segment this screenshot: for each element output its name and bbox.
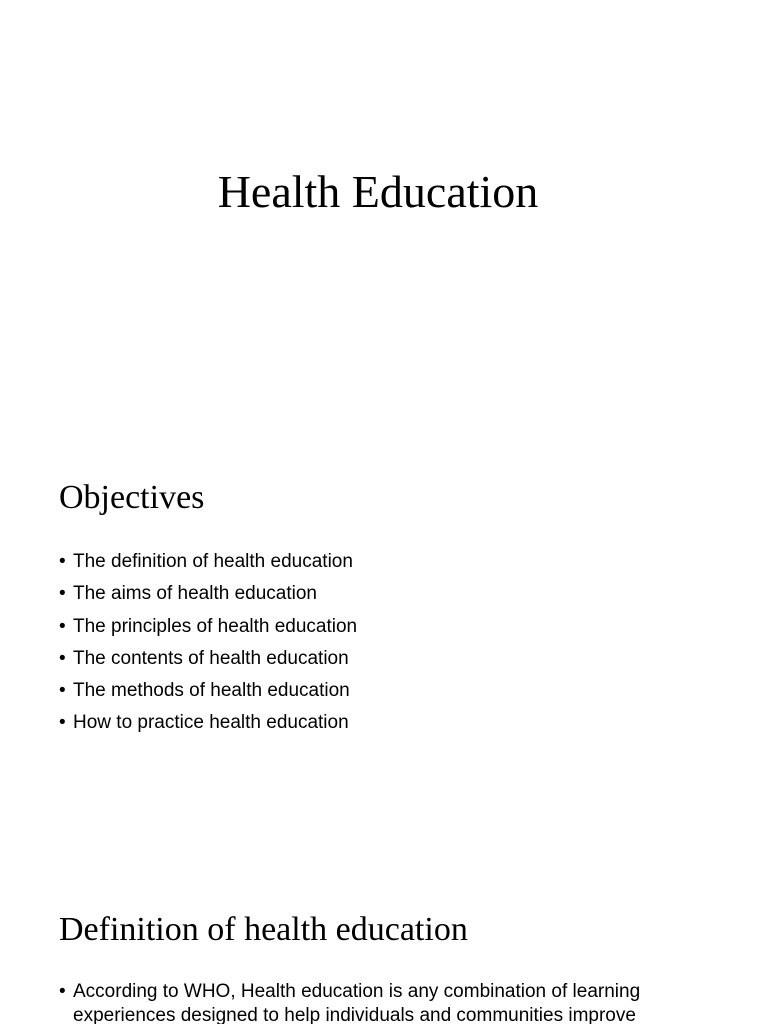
objectives-heading: Objectives: [59, 479, 205, 516]
objective-item: • The principles of health education: [59, 611, 357, 643]
definition-heading: Definition of health education: [59, 911, 468, 948]
definition-item: • According to WHO, Health education is any combination of learning experiences designed to help individuals and communities improve: [59, 980, 699, 1024]
presentation-title: Health Education: [217, 166, 539, 217]
objective-item: • The definition of health education: [59, 546, 357, 578]
title-slide: [0, 0, 768, 432]
objective-item: • How to practice health education: [59, 707, 357, 739]
objectives-slide: [0, 432, 768, 864]
objective-item: • The methods of health education: [59, 675, 357, 707]
definition-slide: [0, 864, 768, 1024]
objectives-list: [59, 546, 357, 740]
objective-item: • The contents of health education: [59, 643, 357, 675]
definition-list: [59, 980, 699, 1024]
objective-item: • The aims of health education: [59, 578, 357, 610]
